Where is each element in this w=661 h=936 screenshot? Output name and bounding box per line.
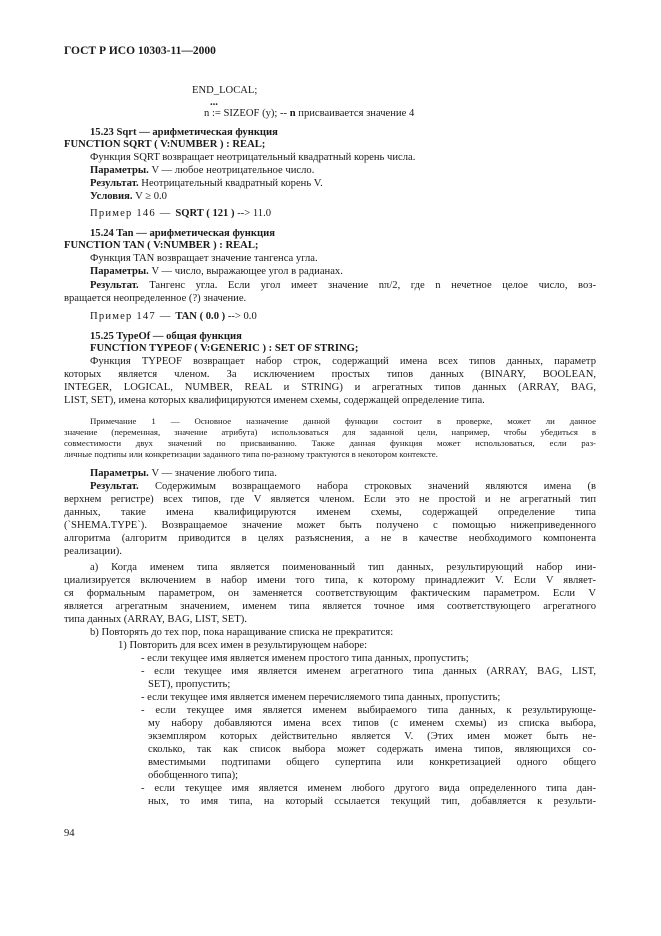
bullet-line: - если текущее имя является именем простого типа данных, пропустить;: [141, 653, 469, 664]
item-b1-line: 1) Повторить для всех имен в результирующем наборе:: [118, 640, 368, 651]
note-line: личные подтипы или конкретизации заданного типа по-разному трактуются в некотором контексте.: [64, 449, 438, 459]
code-ellipsis: ...: [210, 97, 218, 108]
bullet-line: - если текущее имя является именем перечисляемого типа данных, пропустить;: [141, 692, 501, 703]
section-15-24-result-line1: Результат. Тангенс угла. Если угол имеет значение nπ/2, где n нечетное целое число, воз-: [90, 280, 596, 291]
bullet-line: экземпляром которых действительно является V. (Этих имен может быть не-: [148, 731, 596, 742]
item-a-line: циализируется включением в набор имени того типа, к которому принадлежит V. Если V являет-: [64, 575, 596, 586]
section-15-25-result-line: данных, такие имена квалифицируются именем схемы, содержащей определение типа: [64, 507, 596, 518]
section-15-23-desc: Функция SQRT возвращает неотрицательный квадратный корень числа.: [90, 152, 416, 163]
page-number: 94: [64, 828, 75, 839]
note-line: значение (переменная, значение атрибута) использоваться для заданной цели, например, чтобы убедиться в: [64, 427, 596, 437]
item-a-line: типа данных (ARRAY, BAG, LIST, SET).: [64, 614, 247, 625]
section-15-23-title: 15.23 Sqrt — арифметическая функция: [90, 127, 278, 138]
note-line: Примечание 1 — Основное назначение данной функции состоит в проверке, может ли данное: [90, 416, 596, 426]
section-15-24-signature: FUNCTION TAN ( V:NUMBER ) : REAL;: [64, 240, 259, 251]
section-15-25-title: 15.25 TypeOf — общая функция: [90, 331, 242, 342]
section-15-24-title: 15.24 Tan — арифметическая функция: [90, 228, 275, 239]
code-assign: n := SIZEOF (y); -- n присваивается значение 4: [204, 108, 415, 119]
bullet-line: обобщенного типа);: [148, 770, 239, 781]
bullet-line: - если текущее имя является именем выбираемого типа данных, к результирующе-: [141, 705, 596, 716]
section-15-25-result-line: реализации).: [64, 546, 122, 557]
section-15-25-desc-line: LIST, SET), имена которых квалифицируются именем схемы, содержащей определение типа.: [64, 395, 485, 406]
bullet-line: сколько, так как список выбора может содержать имена типов, являющихся со-: [148, 744, 596, 755]
bullet-line: - если текущее имя является именем любого другого вида определенного типа дан-: [141, 783, 596, 794]
bullet-line: вместимыми подтипами общего супертипа или конкретизацией одного общего: [148, 757, 596, 768]
note-line: совместимости двух значений по присваиванию. Также данная функция может использоваться, если раз-: [64, 438, 596, 448]
section-15-23-example: Пример 146 — SQRT ( 121 ) --> 11.0: [90, 208, 272, 219]
item-b-line: b) Повторять до тех пор, пока наращивание списка не прекратится:: [90, 627, 394, 638]
section-15-25-desc-line: Функция TYPEOF возвращает набор строк, содержащий имена всех типов данных, параметр: [90, 356, 596, 367]
bullet-line: SET), пропустить;: [148, 679, 231, 690]
bullet-line: ных, то имя типа, на который ссылается текущий тип, добавляется к результи-: [148, 796, 596, 807]
section-15-24-params: Параметры. V — число, выражающее угол в радианах.: [90, 266, 343, 277]
bullet-line: - если текущее имя является именем агрегатного типа данных (ARRAY, BAG, LIST,: [141, 666, 596, 677]
section-15-23-signature: FUNCTION SQRT ( V:NUMBER ) : REAL;: [64, 139, 266, 150]
section-15-25-result-line: верхнем регистре) всех типов, где V является членом. Если это не простой и не агрегатный тип: [64, 494, 596, 505]
section-15-24-desc: Функция TAN возвращает значение тангенса угла.: [90, 253, 318, 264]
item-a-line: ся формальным параметром, он заменяется соответствующим фактическим параметром. Если V: [64, 588, 596, 599]
section-15-25-result-line: Результат. Содержимым возвращаемого набора строковых значений являются имена (в: [90, 481, 596, 492]
section-15-24-example: Пример 147 — TAN ( 0.0 ) --> 0.0: [90, 311, 257, 322]
section-15-25-signature: FUNCTION TYPEOF ( V:GENERIC ) : SET OF STRING;: [90, 343, 359, 354]
section-15-25-desc-line: INTEGER, LOGICAL, NUMBER, REAL и STRING) и агрегатных типов данных (ARRAY, BAG,: [64, 382, 596, 393]
section-15-23-conditions: Условия. V ≥ 0.0: [90, 191, 167, 202]
document-header: ГОСТ Р ИСО 10303-11—2000: [64, 45, 216, 57]
item-a-line: a) Когда именем типа является поименованный тип данных, результирующий набор ини-: [90, 562, 596, 573]
section-15-25-params: Параметры. V — значение любого типа.: [90, 468, 277, 479]
section-15-25-result-line: (`SHEMA.TYPE`). Возвращаемое значение может быть получено с помощью нижеприведенного: [64, 520, 596, 531]
section-15-25-result-line: алгоритма (алгоритм приводится в целях разъяснения, а не в качестве необходимого компонента: [64, 533, 596, 544]
item-a-line: является агрегатным значением, именем типа является точное имя соответствующего агрегатного: [64, 601, 596, 612]
section-15-23-result: Результат. Неотрицательный квадратный корень V.: [90, 178, 323, 189]
bullet-line: му набору добавляются имена всех типов (с именем схемы) из списка выбора,: [148, 718, 596, 729]
section-15-25-desc-line: которых является членом. За исключением простых типов данных (BINARY, BOOLEAN,: [64, 369, 596, 380]
code-end-local: END_LOCAL;: [192, 85, 258, 96]
section-15-24-result-line2: вращается неопределенное (?) значение.: [64, 293, 247, 304]
section-15-23-params: Параметры. V — любое неотрицательное число.: [90, 165, 315, 176]
